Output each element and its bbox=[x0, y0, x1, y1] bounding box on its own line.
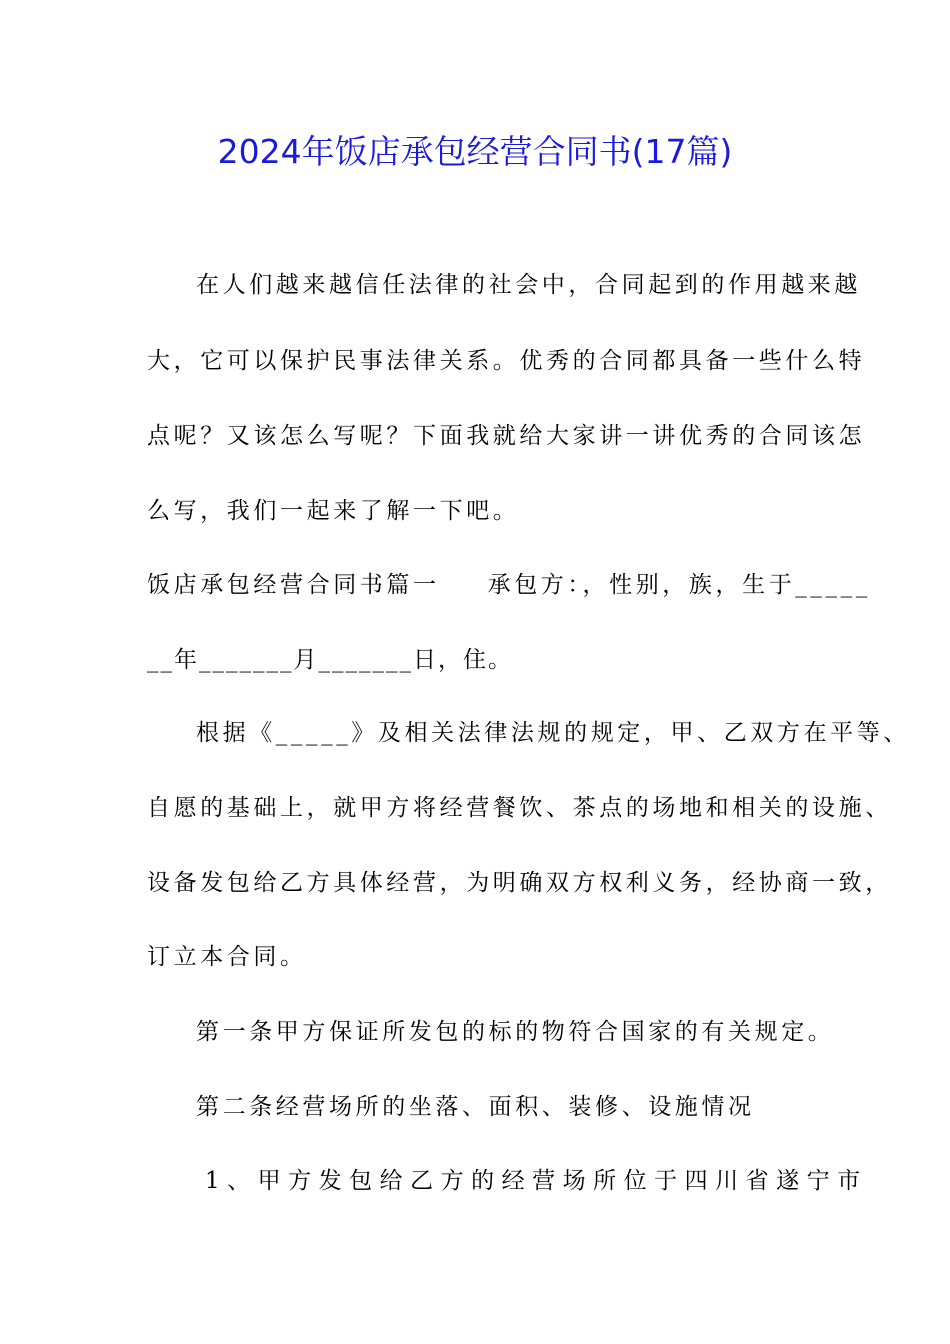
basis-line-2: 自愿的基础上，就甲方将经营餐饮、茶点的场地和相关的设施、 bbox=[147, 795, 892, 821]
intro-line-4: 么写，我们一起来了解一下吧。 bbox=[147, 498, 520, 524]
article-2: 第二条经营场所的坐落、面积、装修、设施情况 bbox=[196, 1094, 755, 1120]
clause-1: 1、甲方发包给乙方的经营场所位于四川省遂宁市 bbox=[205, 1168, 868, 1194]
intro-line-3: 点呢？又该怎么写呢？下面我就给大家讲一讲优秀的合同该怎 bbox=[147, 423, 866, 449]
date-line: __年_______月_______日，住。 bbox=[147, 647, 513, 673]
basis-line-3: 设备发包给乙方具体经营，为明确双方权利义务，经协商一致， bbox=[147, 870, 892, 896]
section-heading: 饭店承包经营合同书篇一 bbox=[147, 572, 440, 598]
section-heading-line bbox=[147, 570, 871, 600]
basis-line-4: 订立本合同。 bbox=[147, 944, 307, 970]
basis-line-1: 根据《_____》及相关法律法规的规定，甲、乙双方在平等、 bbox=[196, 720, 910, 746]
party-info: 承包方：，性别，族，生于_____ bbox=[487, 572, 871, 598]
intro-line-1: 在人们越来越信任法律的社会中，合同起到的作用越来越 bbox=[196, 272, 861, 298]
intro-line-2: 大，它可以保护民事法律关系。优秀的合同都具备一些什么特 bbox=[147, 348, 866, 374]
document-title: 2024年饭店承包经营合同书(17篇) bbox=[217, 132, 733, 171]
article-1: 第一条甲方保证所发包的标的物符合国家的有关规定。 bbox=[196, 1019, 835, 1045]
